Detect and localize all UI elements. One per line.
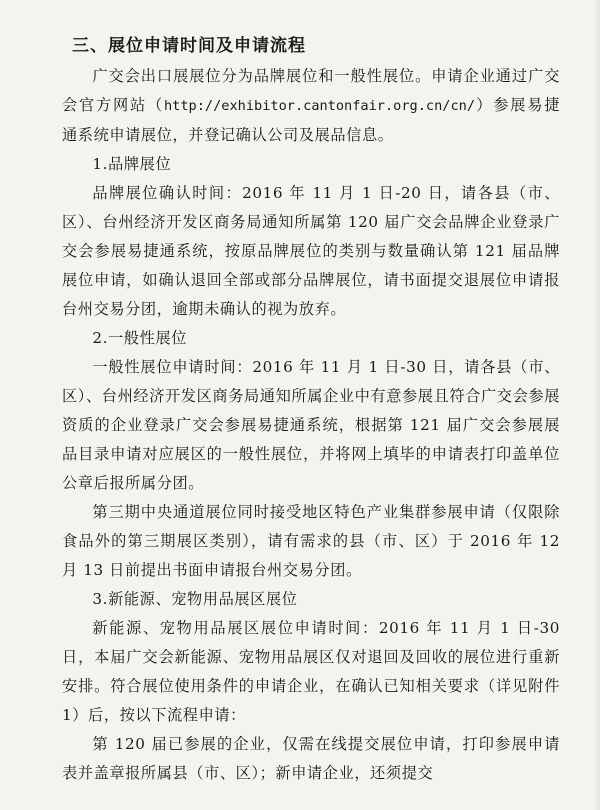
previous-exhibitor-paragraph: 第 120 届已参展的企业，仅需在线提交展位申请，打印参展申请表并盖章报所属县（市、区）；新申请企业，还须提交: [62, 735, 560, 782]
new-energy-pet-title: 3.新能源、宠物用品展区展位: [92, 590, 298, 608]
intro-text-part2: ）参展易捷通系统申请展位，并登记确认公司及展品信息。: [62, 96, 560, 144]
section-heading: 三、展位申请时间及申请流程: [72, 36, 306, 56]
exhibitor-url: http://exhibitor.cantonfair.org.cn/cn/: [164, 98, 475, 114]
new-energy-pet-paragraph: 新能源、宠物用品展区展位申请时间：2016 年 11 月 1 日-30 日，本届广交会新能源、宠物用品展区仅对退回及回收的展位进行重新安排。符合展位使用条件的申请企业，在确认已知相关要求（详见附件 1）后，按以下流程申请：: [62, 619, 560, 724]
general-booth-paragraph: 一般性展位申请时间：2016 年 11 月 1 日-30 日，请各县（市、区）、台州经济开发区商务局通知所属企业中有意参展且符合广交会参展资质的企业登录广交会参展易捷通系统，根据第 121 届广交会参展展品目录申请对应展区的一般性展位，并将网上填毕的申请表打印盖单位公章后报所属分团。: [62, 358, 560, 492]
general-booth-title: 2.一般性展位: [92, 329, 188, 347]
page-edge-shadow: [594, 0, 600, 810]
intro-text-part1: 广交会出口展展位分为品牌展位和一般性展位。申请企业通过广交会官方网站（: [62, 67, 560, 114]
central-aisle-paragraph: 第三期中央通道展位同时接受地区特色产业集群参展申请（仅限除食品外的第三期展区类别），请有需求的县（市、区）于 2016 年 12 月 13 日前提出书面申请报台州交易分团。: [62, 503, 560, 579]
brand-booth-title: 1.品牌展位: [92, 155, 172, 173]
brand-booth-paragraph: 品牌展位确认时间：2016 年 11 月 1 日-20 日，请各县（市、区）、台州经济开发区商务局通知所属第 120 届广交会品牌企业登录广交会参展易捷通系统，按原品牌展位的类别与数量确认第 121 届品牌展位申请，如确认退回全部或部分品牌展位，请书面提交退展位申请报台州交易分团，逾期未确认的视为放弃。: [62, 184, 560, 318]
intro-paragraph: [62, 62, 560, 150]
